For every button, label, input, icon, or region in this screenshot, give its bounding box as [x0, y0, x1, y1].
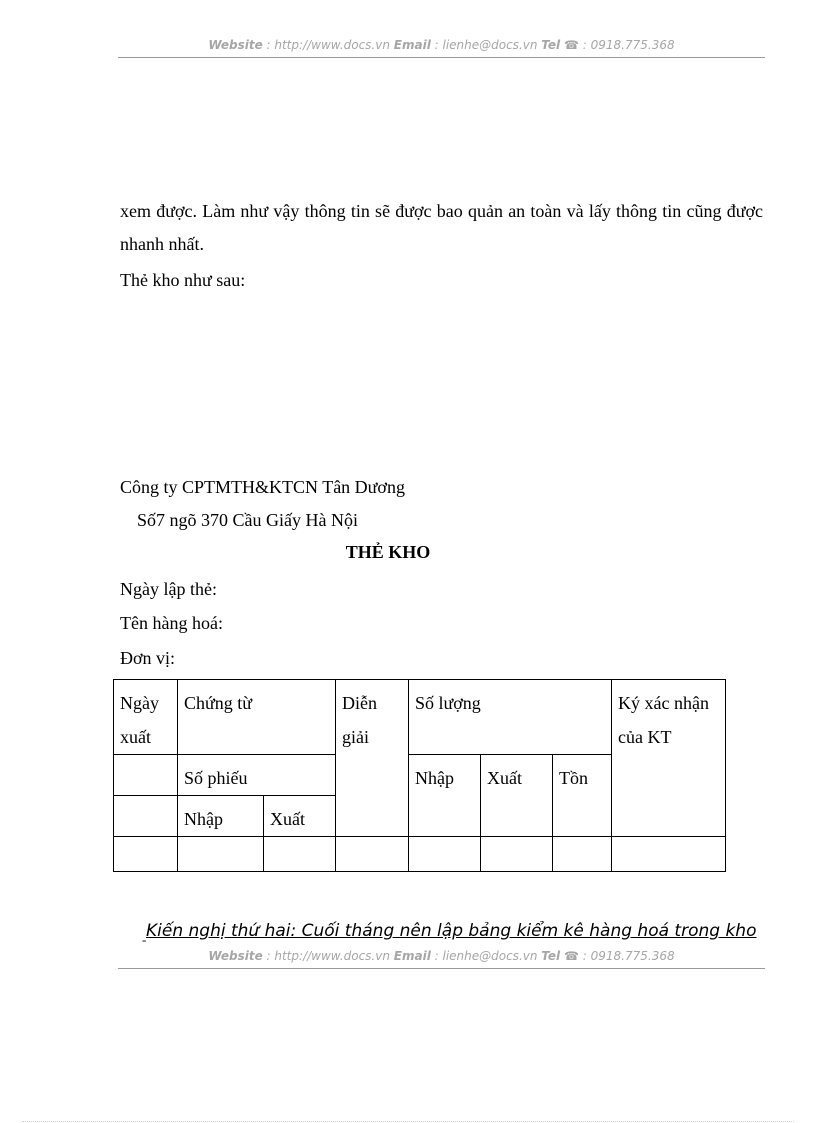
field-date: Ngày lập thẻ: [120, 579, 217, 599]
website-value: : http://www.docs.vn [262, 38, 394, 52]
email-label: Email [393, 38, 431, 52]
col-voucher-out: Xuất [264, 796, 336, 837]
col-qty-in: Nhập [409, 755, 481, 837]
col-description: Diễn giải [336, 680, 409, 837]
company-address: Số7 ngõ 370 Cầu Giấy Hà Nội [137, 510, 358, 530]
col-qty-out: Xuất [481, 755, 553, 837]
page-header [118, 38, 765, 52]
email-value: : lienhe@docs.vn [430, 38, 542, 52]
col-quantity: Số lượng [409, 680, 612, 755]
tel-value: : 0918.775.368 [578, 949, 675, 963]
field-goods: Tên hàng hoá: [120, 613, 223, 633]
email-label: Email [393, 949, 431, 963]
document-title: THẺ KHO [345, 542, 431, 562]
tel-value: : 0918.775.368 [578, 38, 675, 52]
table-header-row [114, 680, 726, 755]
col-date: Ngày xuất [114, 680, 178, 755]
website-label: Website [208, 38, 263, 52]
intro-text: Thẻ kho như sau: [120, 270, 246, 290]
bullet-dash: - [142, 932, 147, 947]
field-unit: Đơn vị: [120, 648, 176, 668]
stock-card-table [113, 679, 726, 872]
footer-rule [118, 968, 765, 969]
paragraph-text: xem được. Làm như vậy thông tin sẽ được bao quản an toàn và lấy thông tin cũng được nhanh nhất. [120, 201, 763, 254]
body-paragraph [120, 195, 763, 261]
col-sign: Ký xác nhận của KT [612, 680, 726, 837]
phone-icon: ☎ [564, 38, 579, 52]
website-value: : http://www.docs.vn [262, 949, 394, 963]
company-name: Công ty CPTMTH&KTCN Tân Dương [120, 477, 405, 497]
tel-label: Tel [541, 949, 561, 963]
page-edge-divider [22, 1121, 794, 1122]
col-voucher-no: Số phiếu [178, 755, 336, 796]
page-footer [118, 949, 765, 963]
col-qty-stock: Tồn [553, 755, 612, 837]
table-row [114, 837, 726, 872]
cell-empty [114, 796, 178, 837]
col-voucher: Chứng từ [178, 680, 336, 755]
col-voucher-in: Nhập [178, 796, 264, 837]
phone-icon: ☎ [564, 949, 579, 963]
tel-label: Tel [541, 38, 561, 52]
website-label: Website [208, 949, 263, 963]
header-rule [118, 57, 765, 58]
cell-empty [114, 755, 178, 796]
email-value: : lienhe@docs.vn [430, 949, 542, 963]
recommendation-heading: Kiến nghị thứ hai: Cuối tháng nên lập bảng kiểm kê hàng hoá trong kho [146, 921, 757, 941]
